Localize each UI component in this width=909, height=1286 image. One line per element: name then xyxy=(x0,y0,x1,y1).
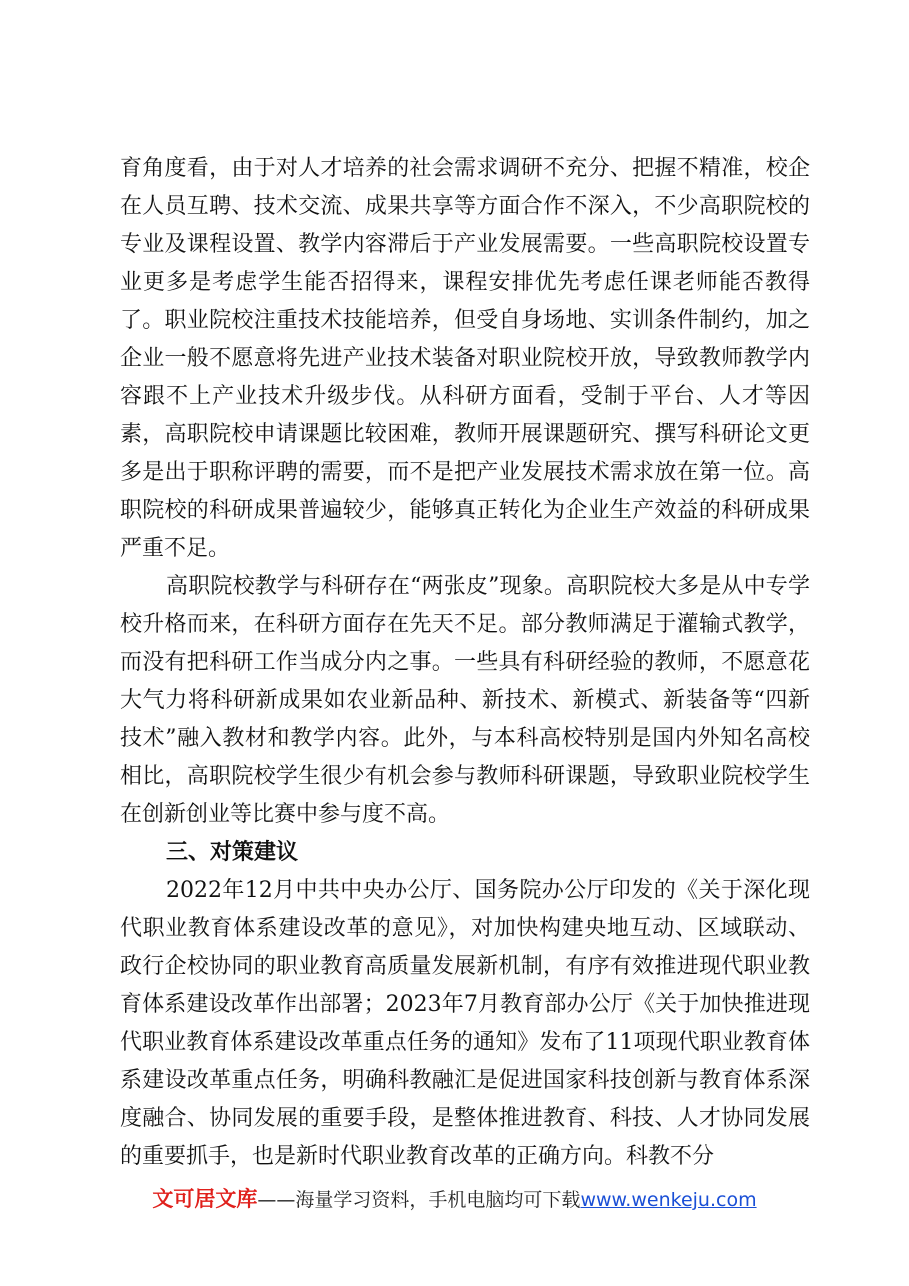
document-body xyxy=(120,150,810,1176)
footer-brand: 文可居文库 xyxy=(152,1187,258,1211)
paragraph-3: 2022年12月中共中央办公厅、国务院办公厅印发的《关于深化现代职业教育体系建设改革的意见》，对加快构建央地互动、区域联动、政行企校协同的职业教育高质量发展新机制，有序有效推进现代职业教育体系建设改革作出部署；2023年7月教育部办公厅《关于加快推进现代职业教育体系建设改革重点任务的通知》发布了11项现代职业教育体系建设改革重点任务，明确科教融汇是促进国家科技创新与教育体系深度融合、协同发展的重要手段，是整体推进教育、科技、人才协同发展的重要抓手，也是新时代职业教育改革的正确方向。科教不分 xyxy=(120,878,810,1169)
page-footer xyxy=(0,1183,909,1213)
footer-site-link[interactable]: www.wenkeju.com xyxy=(580,1189,757,1211)
paragraph-2: 高职院校教学与科研存在“两张皮”现象。高职院校大多是从中专学校升格而来，在科研方面存在先天不足。部分教师满足于灌输式教学，而没有把科研工作当成分内之事。一些具有科研经验的教师，不愿意花大气力将科研新成果如农业新品种、新技术、新模式、新装备等“四新技术”融入教材和教学内容。此外，与本科高校特别是国内外知名高校相比，高职院校学生很少有机会参与教师科研课题，导致职业院校学生在创新创业等比赛中参与度不高。 xyxy=(120,574,810,827)
paragraph-1: 育角度看，由于对人才培养的社会需求调研不充分、把握不精准，校企在人员互聘、技术交流、成果共享等方面合作不深入，不少高职院校的专业及课程设置、教学内容滞后于产业发展需要。一些高职院校设置专业更多是考虑学生能否招得来，课程安排优先考虑任课老师能否教得了。职业院校注重技术技能培养，但受自身场地、实训条件制约，加之企业一般不愿意将先进产业技术装备对职业院校开放，导致教师教学内容跟不上产业技术升级步伐。从科研方面看，受制于平台、人才等因素，高职院校申请课题比较困难，教师开展课题研究、撰写科研论文更多是出于职称评聘的需要，而不是把产业发展技术需求放在第一位。高职院校的科研成果普遍较少，能够真正转化为企业生产效益的科研成果严重不足。 xyxy=(120,156,810,561)
section-heading: 三、对策建议 xyxy=(166,840,299,865)
footer-slogan: ——海量学习资料，手机电脑均可下载 xyxy=(257,1189,581,1211)
